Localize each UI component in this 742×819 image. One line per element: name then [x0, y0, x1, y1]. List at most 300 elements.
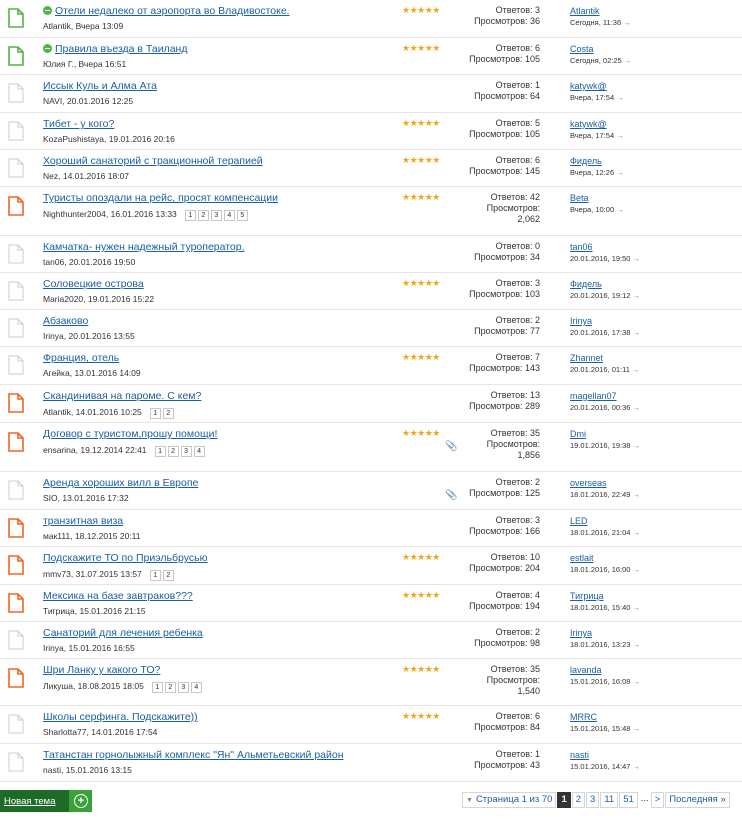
go-to-last-post-icon[interactable]: → — [632, 403, 640, 412]
topic-row — [0, 622, 742, 659]
last-post-author[interactable]: overseas — [570, 478, 607, 488]
topic-title[interactable]: Отели недалеко от аэропорта во Владивостоке. — [55, 5, 290, 17]
topic-stats — [487, 192, 540, 225]
topic-stats — [474, 5, 540, 27]
topic-row — [0, 547, 742, 585]
topic-row — [0, 423, 742, 472]
topic-title-link[interactable] — [43, 552, 207, 564]
topic-icon — [8, 158, 24, 178]
replies-count: Ответов: 3 — [495, 278, 540, 288]
topic-page-link[interactable]: 2 — [163, 408, 174, 419]
topic-meta: mmv73, 31.07.2015 13:57 1 2 — [43, 569, 176, 581]
topic-row — [0, 187, 742, 236]
topic-date: 13.01.2016 17:32 — [62, 493, 129, 503]
replies-count: Ответов: 0 — [495, 241, 540, 251]
hot-topic-new-icon — [8, 8, 24, 28]
topic-stats — [469, 590, 540, 612]
topic-page-link[interactable]: 1 — [150, 570, 161, 581]
topic-page-link[interactable]: 4 — [194, 446, 205, 457]
replies-count: Ответов: 3 — [495, 515, 540, 525]
topic-title[interactable]: Туристы опоздали на рейс, просят компенсации — [43, 192, 279, 204]
last-post-author[interactable]: LED — [570, 516, 588, 526]
last-post-date — [570, 328, 640, 337]
views-count: Просмотров: 105 — [469, 54, 540, 64]
go-to-last-post-icon[interactable]: → — [623, 18, 631, 27]
topic-author: Nighthunter2004 — [43, 209, 106, 219]
topic-meta: Maria2020, 19.01.2016 15:22 — [43, 294, 155, 304]
go-to-last-post-icon[interactable]: → — [632, 441, 640, 450]
topic-page-link[interactable]: 2 — [165, 682, 176, 693]
star-rating-icon: ★★★★★ — [402, 155, 440, 165]
go-to-last-post-icon[interactable]: → — [632, 254, 640, 263]
topic-title-link[interactable] — [43, 241, 245, 253]
star-rating-icon: ★★★★★ — [402, 118, 440, 128]
topic-author: Агейка — [43, 368, 70, 378]
topic-meta: Агейка, 13.01.2016 14:09 — [43, 368, 141, 378]
replies-count: Ответов: 2 — [495, 315, 540, 325]
topic-meta: Irinya, 15.01.2016 16:55 — [43, 643, 135, 653]
last-post-date — [570, 18, 631, 27]
topic-meta: ensarina, 19.12.2014 22:41 1 2 3 4 — [43, 445, 207, 457]
topic-page-link[interactable]: 2 — [168, 446, 179, 457]
topic-author: Atlantik — [43, 21, 71, 31]
last-post-date — [570, 677, 640, 686]
topic-stats — [474, 711, 540, 733]
topic-title-link[interactable] — [43, 352, 119, 364]
topic-stats — [469, 515, 540, 537]
topic-stats — [474, 315, 540, 337]
last-post-author[interactable]: Фидель — [570, 156, 602, 166]
topic-author: Maria2020 — [43, 294, 84, 304]
last-post-author[interactable]: katywk@ — [570, 81, 607, 91]
topic-date: 15.01.2016 16:55 — [68, 643, 135, 653]
topic-meta: Sharlotta77, 14.01.2016 17:54 — [43, 727, 158, 737]
topic-title[interactable]: Договор с туристом,прошу помощи! — [43, 428, 218, 440]
topic-date: 31.07.2015 13:57 — [75, 569, 142, 579]
topic-date: Вчера 13:09 — [75, 21, 124, 31]
topic-date: 13.01.2016 14:09 — [74, 368, 141, 378]
views-count: Просмотров: — [486, 675, 540, 685]
topic-author: Ликуша — [43, 681, 73, 691]
topic-page-link[interactable]: 3 — [178, 682, 189, 693]
topic-page-link[interactable]: 1 — [150, 408, 161, 419]
last-post-time: 20.01.2016, 19:50 — [570, 254, 631, 263]
last-post-time: Вчера, 17:54 — [570, 93, 615, 102]
topic-row — [0, 273, 742, 310]
last-post-author[interactable]: MRRC — [570, 712, 597, 722]
star-rating-icon: ★★★★★ — [402, 664, 440, 674]
go-to-last-post-icon[interactable]: → — [632, 565, 640, 574]
last-post-date — [570, 168, 624, 177]
replies-count: Ответов: 2 — [495, 627, 540, 637]
last-post-time: 18.01.2016, 22:49 — [570, 490, 631, 499]
topic-title-link[interactable] — [43, 627, 203, 639]
topic-date: 18.12.2015 20:11 — [74, 531, 141, 541]
topic-author: Тигрица — [43, 606, 75, 616]
topic-pages — [152, 681, 204, 693]
topic-meta: SIO, 13.01.2016 17:32 — [43, 493, 129, 503]
topic-icon — [8, 714, 24, 734]
topic-title-link[interactable] — [43, 664, 160, 676]
last-post-time: 15.01.2016, 15:48 — [570, 724, 631, 733]
topic-title-link[interactable] — [43, 192, 278, 204]
topic-author: Sharlotta77 — [43, 727, 87, 737]
last-post-time: 20.01.2016, 17:38 — [570, 328, 631, 337]
go-to-last-post-icon[interactable]: → — [616, 205, 624, 214]
views-count: Просмотров: 43 — [474, 760, 540, 770]
topic-author: ensarina — [43, 445, 76, 455]
views-count: Просмотров: 204 — [469, 563, 540, 573]
star-rating-icon: ★★★★★ — [402, 352, 440, 362]
replies-count: Ответов: 42 — [490, 192, 540, 202]
topic-row — [0, 510, 742, 547]
topic-page-link[interactable]: 4 — [224, 210, 235, 221]
topic-row — [0, 385, 742, 423]
topic-icon — [8, 83, 24, 103]
topic-pages — [150, 569, 176, 581]
topic-date: 14.01.2016 17:54 — [91, 727, 158, 737]
last-post-author[interactable]: Irinya — [570, 628, 593, 638]
last-post-time: 20.01.2016, 00:36 — [570, 403, 631, 412]
topic-meta: мак111, 18.12.2015 20:11 — [43, 531, 141, 541]
topic-pages — [150, 407, 176, 419]
topic-stats — [474, 80, 540, 102]
topic-page-link[interactable]: 5 — [237, 210, 248, 221]
views-value: 1,856 — [517, 450, 540, 460]
views-value: 2,062 — [517, 214, 540, 224]
topic-meta: KozaPushistaya, 19.01.2016 20:16 — [43, 134, 175, 144]
topic-author: tan06 — [43, 257, 65, 267]
topic-title[interactable]: Абзаково — [43, 315, 89, 327]
topic-title[interactable]: Соловецкие острова — [43, 278, 144, 290]
go-to-last-post-icon[interactable]: → — [632, 528, 640, 537]
replies-count: Ответов: 7 — [495, 352, 540, 362]
topic-title[interactable]: Франция, отель — [43, 352, 120, 364]
views-count: Просмотров: 36 — [474, 16, 540, 26]
topic-date: 18.08.2015 18:05 — [77, 681, 144, 691]
topic-page-link[interactable]: 1 — [185, 210, 196, 221]
topic-title[interactable]: Тибет - у кого? — [43, 118, 115, 130]
pagination-ellipsis: ... — [640, 793, 649, 804]
plus-circle-icon[interactable]: + — [69, 790, 92, 812]
topic-title-link[interactable] — [43, 118, 114, 130]
replies-count: Ответов: 35 — [490, 428, 540, 438]
last-post-date — [570, 762, 640, 771]
last-post-date — [570, 205, 624, 214]
views-count: Просмотров: 64 — [474, 91, 540, 101]
last-post-author[interactable]: tan06 — [570, 242, 593, 252]
last-post-time: 18.01.2016, 15:40 — [570, 603, 631, 612]
last-post-author[interactable]: nasti — [570, 750, 590, 760]
last-post-time: Вчера, 10:00 — [570, 205, 615, 214]
go-to-last-post-icon[interactable]: → — [632, 724, 640, 733]
topic-title[interactable]: Санаторий для лечения ребенка — [43, 627, 203, 639]
replies-count: Ответов: 1 — [495, 749, 540, 759]
topic-stats — [474, 749, 540, 771]
go-to-last-post-icon[interactable]: → — [632, 490, 640, 499]
topic-title[interactable]: Мексика на базе завтраков??? — [43, 590, 193, 602]
topic-date: 19.01.2016 20:16 — [108, 134, 175, 144]
go-to-last-post-icon[interactable]: → — [616, 131, 624, 140]
topic-stats — [469, 352, 540, 374]
topic-title-link[interactable] — [43, 315, 88, 327]
topic-title-link[interactable] — [43, 749, 344, 761]
views-count: Просмотров: 103 — [469, 289, 540, 299]
topic-meta: Nighthunter2004, 16.01.2016 13:33 1 2 3 4 5 — [43, 209, 250, 221]
topic-author: KozaPushistaya — [43, 134, 104, 144]
topic-title-link[interactable] — [43, 477, 198, 489]
last-post-author[interactable]: Atlantik — [570, 6, 600, 16]
hot-topic-icon — [8, 593, 24, 613]
new-posts-icon[interactable] — [43, 44, 52, 53]
replies-count: Ответов: 2 — [495, 477, 540, 487]
topic-row — [0, 38, 742, 75]
last-post-time: Вчера, 17:54 — [570, 131, 615, 140]
topic-icon — [8, 355, 24, 375]
views-count: Просмотров: 145 — [469, 166, 540, 176]
replies-count: Ответов: 1 — [495, 80, 540, 90]
topic-stats — [469, 477, 540, 499]
last-post-date — [570, 528, 640, 537]
last-post-time: 20.01.2016, 01:11 — [570, 365, 630, 374]
topic-title[interactable]: Татанстан горнолыжный комплекс "Ян" Альметьевский район — [43, 749, 344, 761]
topic-page-link[interactable]: 3 — [181, 446, 192, 457]
replies-count: Ответов: 35 — [490, 664, 540, 674]
topic-row — [0, 310, 742, 347]
topic-row — [0, 113, 742, 150]
topic-icon — [8, 121, 24, 141]
last-post-time: Сегодня, 11:36 — [570, 18, 622, 27]
topic-author: SIO — [43, 493, 58, 503]
topic-row — [0, 659, 742, 706]
topic-icon — [8, 630, 24, 650]
replies-count: Ответов: 6 — [495, 43, 540, 53]
topic-meta: nasti, 15.01.2016 13:15 — [43, 765, 132, 775]
last-post-time: 18.01.2016, 16:00 — [570, 565, 631, 574]
topic-title[interactable]: Аренда хороших вилл в Европе — [43, 477, 199, 489]
topic-title-link[interactable] — [43, 80, 157, 92]
topic-row — [0, 347, 742, 385]
last-post-date — [570, 603, 640, 612]
hot-topic-icon — [8, 432, 24, 452]
topic-author: Atlantik — [43, 407, 71, 417]
go-to-last-post-icon[interactable]: → — [632, 762, 640, 771]
replies-count: Ответов: 6 — [495, 155, 540, 165]
topic-title[interactable]: Скандинивая на пароме. С кем? — [43, 390, 202, 402]
star-rating-icon: ★★★★★ — [402, 428, 440, 438]
star-rating-icon: ★★★★★ — [402, 278, 440, 288]
last-post-time: 18.01.2016, 13:23 — [570, 640, 631, 649]
topic-meta: Юлия Г., Вчера 16:51 — [43, 59, 127, 69]
last-post-date — [570, 56, 631, 65]
last-post-date — [570, 565, 640, 574]
topic-title-link[interactable] — [43, 278, 144, 290]
topic-stats — [469, 155, 540, 177]
topic-title-link[interactable] — [43, 590, 193, 602]
replies-count: Ответов: 6 — [495, 711, 540, 721]
hot-topic-new-icon — [8, 46, 24, 66]
topic-meta: tan06, 20.01.2016 19:50 — [43, 257, 136, 267]
topic-title[interactable]: Правила въезда в Таиланд — [55, 43, 188, 55]
topic-title[interactable]: Шри Ланку у какого ТО? — [43, 664, 161, 676]
topic-title-link[interactable] — [43, 5, 290, 17]
hot-topic-icon — [8, 518, 24, 538]
topic-title-link[interactable] — [43, 515, 123, 527]
go-to-last-post-icon[interactable]: → — [632, 603, 640, 612]
topic-stats — [469, 118, 540, 140]
topic-title[interactable]: Иссык Куль и Алма Ата — [43, 80, 157, 92]
topic-stats — [487, 664, 540, 697]
topic-date: 20.01.2016 19:50 — [69, 257, 136, 267]
replies-count: Ответов: 13 — [490, 390, 540, 400]
next-page-button[interactable]: > — [651, 792, 665, 808]
go-to-last-post-icon[interactable]: → — [632, 640, 640, 649]
last-post-date — [570, 640, 640, 649]
go-to-last-post-icon[interactable]: → — [632, 291, 640, 300]
last-post-author[interactable]: lavanda — [570, 665, 602, 675]
topic-page-link[interactable]: 2 — [198, 210, 209, 221]
topic-date: 14.01.2016 18:07 — [62, 171, 130, 181]
topic-meta: Atlantik, Вчера 13:09 — [43, 21, 124, 31]
last-post-author[interactable]: Тигрица — [570, 591, 604, 601]
topic-date: 20.01.2016 13:55 — [68, 331, 135, 341]
topic-title-link[interactable] — [43, 43, 187, 55]
topic-author: NAVI — [43, 96, 63, 106]
topic-date: 19.12.2014 22:41 — [80, 445, 147, 455]
last-post-author[interactable]: estlait — [570, 553, 594, 563]
star-rating-icon: ★★★★★ — [402, 192, 440, 202]
page-jump-dropdown[interactable]: ▼ Страница 1 из 70 — [462, 792, 556, 808]
replies-count: Ответов: 4 — [495, 590, 540, 600]
last-page-button[interactable]: Последняя » — [665, 792, 729, 808]
topic-date: 15.01.2016 13:15 — [65, 765, 132, 775]
star-rating-icon: ★★★★★ — [402, 711, 440, 721]
last-post-date — [570, 724, 640, 733]
new-posts-icon[interactable] — [43, 6, 52, 15]
go-to-last-post-icon[interactable]: → — [631, 365, 640, 374]
topic-title[interactable]: Хороший санаторий с тракционной терапией — [43, 155, 263, 167]
views-count: Просмотров: 98 — [474, 638, 540, 648]
last-post-time: 18.01.2016, 21:04 — [570, 528, 631, 537]
star-rating-icon: ★★★★★ — [402, 590, 440, 600]
last-post-author[interactable]: Фидель — [570, 279, 602, 289]
topic-meta: Atlantik, 14.01.2016 10:25 1 2 — [43, 407, 176, 419]
star-rating-icon: ★★★★★ — [402, 43, 440, 53]
topic-row — [0, 744, 742, 782]
topic-meta: Irinya, 20.01.2016 13:55 — [43, 331, 135, 341]
topic-icon — [8, 244, 24, 264]
paperclip-icon: 📎 — [445, 490, 458, 501]
go-to-last-post-icon[interactable]: → — [632, 328, 640, 337]
pagination — [462, 792, 731, 808]
page-link[interactable]: 3 — [586, 792, 599, 808]
topic-title[interactable]: Подскажите ТО по Приэльбрусью — [43, 552, 208, 564]
replies-count: Ответов: 5 — [495, 118, 540, 128]
topic-author: Irinya — [43, 643, 64, 653]
topic-title[interactable]: Школы серфинга. Подскажите)) — [43, 711, 198, 723]
topic-title[interactable]: Камчатка- нужен надежный туроператор. — [43, 241, 245, 253]
topic-title[interactable]: транзитная виза — [43, 515, 124, 527]
last-post-date — [570, 93, 624, 102]
topic-row — [0, 0, 742, 38]
views-count: Просмотров: 105 — [469, 129, 540, 139]
topic-title-link[interactable] — [43, 155, 263, 167]
topic-stats — [469, 43, 540, 65]
topic-page-link[interactable]: 3 — [211, 210, 222, 221]
page-list — [557, 792, 638, 803]
go-to-last-post-icon[interactable]: → — [632, 677, 640, 686]
topic-meta: NAVI, 20.01.2016 12:25 — [43, 96, 134, 106]
topic-title-link[interactable] — [43, 711, 198, 723]
last-post-date — [570, 291, 640, 300]
page-link[interactable]: 11 — [600, 792, 618, 808]
topic-icon — [8, 281, 24, 301]
last-post-author[interactable]: magellan07 — [570, 391, 617, 401]
go-to-last-post-icon[interactable]: → — [616, 168, 624, 177]
go-to-last-post-icon[interactable]: → — [616, 93, 624, 102]
hot-topic-icon — [8, 196, 24, 216]
page-link[interactable]: 2 — [572, 792, 585, 808]
last-post-time: 15.01.2016, 14:47 — [570, 762, 631, 771]
last-post-author[interactable]: Beta — [570, 193, 589, 203]
topic-row — [0, 585, 742, 622]
topic-icon — [8, 480, 24, 500]
topic-pages — [185, 209, 250, 221]
page-link[interactable]: 51 — [619, 792, 638, 808]
views-count: Просмотров: 125 — [469, 488, 540, 498]
star-rating-icon: ★★★★★ — [402, 5, 440, 15]
go-to-last-post-icon[interactable]: → — [623, 56, 632, 65]
last-post-author[interactable]: Dmi — [570, 429, 586, 439]
topic-date: Вчера 16:51 — [78, 59, 127, 69]
topic-row — [0, 706, 742, 744]
last-post-author[interactable]: Irinya — [570, 316, 593, 326]
topic-page-link[interactable]: 1 — [155, 446, 166, 457]
last-post-date — [570, 365, 639, 374]
views-count: Просмотров: 194 — [469, 601, 540, 611]
topic-row — [0, 150, 742, 187]
views-value: 1,540 — [517, 686, 540, 696]
topic-stats — [469, 552, 540, 574]
topic-title-link[interactable] — [43, 390, 201, 402]
new-topic-button[interactable] — [0, 790, 92, 812]
topic-title-link[interactable] — [43, 428, 217, 440]
topic-page-link[interactable]: 1 — [152, 682, 163, 693]
current-page[interactable]: 1 — [557, 792, 570, 808]
topic-stats — [487, 428, 540, 461]
last-post-author[interactable]: Zhannet — [570, 353, 604, 363]
new-topic-label[interactable]: Новая тема — [4, 796, 56, 807]
topic-page-link[interactable]: 2 — [163, 570, 174, 581]
last-post-author[interactable]: katywk@ — [570, 119, 607, 129]
topic-author: nasti — [43, 765, 61, 775]
topic-author: Irinya — [43, 331, 64, 341]
views-count: Просмотров: — [486, 203, 540, 213]
topic-stats — [474, 627, 540, 649]
hot-topic-icon — [8, 668, 24, 688]
topic-stats — [469, 390, 540, 412]
topic-date: 15.01.2016 21:15 — [79, 606, 146, 616]
last-post-time: Сегодня, 02:25 — [570, 56, 622, 65]
topic-page-link[interactable]: 4 — [191, 682, 202, 693]
topic-icon — [8, 752, 24, 772]
topic-date: 20.01.2016 12:25 — [66, 96, 134, 106]
last-post-time: 19.01.2016, 19:38 — [570, 441, 631, 450]
last-post-date — [570, 131, 624, 140]
views-count: Просмотров: 143 — [469, 363, 540, 373]
last-post-author[interactable]: Costa — [570, 44, 594, 54]
topic-meta: Nez, 14.01.2016 18:07 — [43, 171, 130, 181]
